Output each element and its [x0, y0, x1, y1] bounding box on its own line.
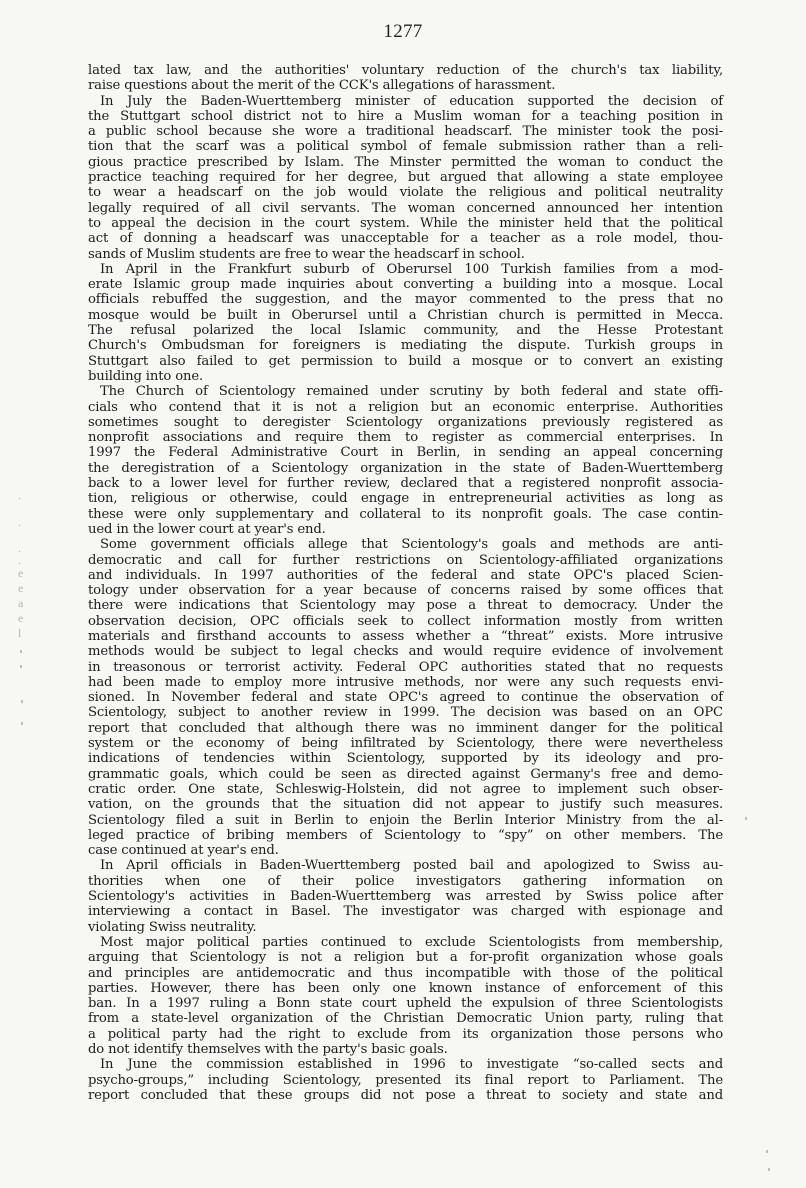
- text-line: gious practice prescribed by Islam. The Minster permitted the woman to conduct the: [88, 154, 723, 170]
- text-line: sands of Muslim students are free to wear the headscarf in school.: [88, 246, 525, 262]
- text-line: erate Islamic group made inquiries about converting a building into a mosque. Local: [88, 277, 723, 293]
- paragraph: [88, 384, 723, 537]
- text-line: vation, on the grounds that the situation did not appear to justify such measures.: [88, 797, 723, 813]
- body-text: [88, 63, 723, 1103]
- text-line: a public school because she wore a traditional headscarf. The minister took the posi-: [88, 124, 723, 140]
- text-line: Some government officials allege that Scientology's goals and methods are anti-: [100, 537, 723, 553]
- scan-bleed-mark: e: [18, 611, 24, 625]
- text-line: Stuttgart also failed to get permission to build a mosque or to convert an existing: [88, 353, 723, 369]
- text-line: these were only supplementary and collateral to its nonprofit goals. The case contin-: [88, 506, 723, 522]
- text-line: in treasonous or terrorist activity. Federal OPC authorities stated that no requests: [88, 659, 723, 675]
- paragraph: [88, 94, 723, 262]
- text-line: from a state-level organization of the Christian Democratic Union party, ruling that: [88, 1011, 723, 1027]
- paragraph: [88, 537, 723, 858]
- text-line: to wear a headscarf on the job would violate the religious and political neutrality: [88, 185, 723, 201]
- scan-bleed-mark: .: [18, 488, 21, 502]
- paragraph: [88, 63, 723, 94]
- text-line: do not identify themselves with the party's basic goals.: [88, 1042, 448, 1057]
- text-line: methods would be subject to legal checks and would require evidence of involvement: [88, 644, 723, 660]
- text-line: In June the commission established in 1996 to investigate “so-called sects and: [100, 1057, 723, 1073]
- scan-bleed-mark: a: [18, 596, 24, 610]
- text-line: cials who contend that it is not a religion but an economic enterprise. Authorities: [88, 399, 723, 415]
- text-line: sometimes sought to deregister Scientology organizations previously registered as: [88, 414, 723, 430]
- text-line: violating Swiss neutrality.: [88, 919, 257, 935]
- scan-bleed-mark: e: [18, 566, 24, 580]
- text-line: In July the Baden-Wuerttemberg minister of education supported the decision of: [100, 93, 723, 109]
- text-line: building into one.: [88, 368, 204, 384]
- text-line: The Church of Scientology remained under scrutiny by both federal and state offi-: [100, 384, 723, 400]
- scan-speck: [768, 1168, 770, 1171]
- scan-bleed-mark: .: [18, 515, 21, 529]
- text-line: In April in the Frankfurt suburb of Oberursel 100 Turkish families from a mod-: [100, 261, 723, 277]
- text-line: The refusal polarized the local Islamic community, and the Hesse Protestant: [88, 323, 723, 339]
- text-line: interviewing a contact in Basel. The investigator was charged with espionage and: [88, 904, 723, 920]
- text-line: and individuals. In 1997 authorities of the federal and state OPC's placed Scien-: [88, 567, 723, 583]
- text-line: case continued at year's end.: [88, 843, 279, 859]
- text-line: tion that the scarf was a political symbol of female submission rather than a reli-: [88, 139, 723, 155]
- text-line: system or the economy of being infiltrated by Scientology, there were nevertheless: [88, 736, 723, 752]
- text-line: 1997 the Federal Administrative Court in Berlin, in sending an appeal concerning: [88, 445, 723, 461]
- text-line: tology under observation for a year because of concerns raised by some offices that: [88, 583, 723, 599]
- text-line: ued in the lower court at year's end.: [88, 521, 326, 537]
- text-line: observation decision, OPC officials seek to collect information mostly from written: [88, 613, 723, 629]
- text-line: had been made to employ more intrusive methods, nor were any such requests envi-: [88, 674, 723, 690]
- page-number: 1277: [383, 21, 423, 42]
- scan-bleed-mark: e: [18, 581, 24, 595]
- text-line: Scientology, subject to another review in 1999. The decision was based on an OPC: [88, 705, 723, 721]
- text-line: Most major political parties continued to exclude Scientologists from membership,: [100, 934, 723, 950]
- text-line: officials rebuffed the suggestion, and the mayor commented to the press that no: [88, 292, 723, 308]
- text-line: Scientology's activities in Baden-Wuerttemberg was arrested by Swiss police after: [88, 889, 723, 905]
- paragraph: [88, 262, 723, 384]
- scan-speck: [20, 650, 22, 653]
- text-line: to appeal the decision in the court system. While the minister held that the political: [88, 215, 723, 231]
- scan-speck: [21, 722, 23, 725]
- text-line: cratic order. One state, Schleswig-Holstein, did not agree to implement such obser-: [88, 781, 723, 797]
- paragraph: [88, 858, 723, 934]
- text-line: a political party had the right to exclude from its organization those persons who: [88, 1026, 723, 1042]
- text-line: materials and firsthand accounts to assess whether a “threat” exists. More intrusive: [88, 628, 723, 644]
- text-line: indications of tendencies within Scientology, supported by its ideology and pro-: [88, 751, 723, 767]
- text-line: leged practice of bribing members of Scientology to “spy” on other members. The: [88, 827, 723, 843]
- text-line: tion, religious or otherwise, could engage in entrepreneurial activities as long as: [88, 491, 723, 507]
- text-line: democratic and call for further restrictions on Scientology-affiliated organizations: [88, 552, 723, 568]
- text-line: Church's Ombudsman for foreigners is mediating the dispute. Turkish groups in: [88, 338, 723, 354]
- scan-speck: [20, 665, 22, 668]
- paragraph: [88, 1057, 723, 1103]
- text-line: and principles are antidemocratic and thus incompatible with those of the political: [88, 965, 723, 981]
- text-line: raise questions about the merit of the CCK's allegations of harassment.: [88, 78, 556, 94]
- scan-speck: [745, 817, 747, 820]
- text-line: practice teaching required for her degree, but argued that allowing a state employee: [88, 170, 723, 186]
- scan-speck: [21, 700, 23, 703]
- text-line: psycho-groups,” including Scientology, presented its final report to Parliament. The: [88, 1072, 723, 1088]
- text-line: the Stuttgart school district not to hire a Muslim woman for a teaching position in: [88, 108, 723, 124]
- text-line: back to a lower level for further review, declared that a registered nonprofit associa-: [88, 476, 723, 492]
- text-line: arguing that Scientology is not a religion but a for-profit organization whose goals: [88, 950, 723, 966]
- scan-bleed-mark: .: [18, 553, 21, 567]
- text-line: lated tax law, and the authorities' voluntary reduction of the church's tax liability,: [88, 63, 723, 78]
- text-line: thorities when one of their police investigators gathering information on: [88, 873, 723, 889]
- text-line: report concluded that these groups did not pose a threat to society and state and: [88, 1087, 723, 1103]
- text-line: parties. However, there has been only one known instance of enforcement of this: [88, 980, 723, 996]
- scan-speck: [766, 1150, 768, 1153]
- text-line: Scientology filed a suit in Berlin to enjoin the Berlin Interior Ministry from the al-: [88, 812, 723, 828]
- text-line: the deregistration of a Scientology organization in the state of Baden-Wuerttemberg: [88, 460, 723, 476]
- text-line: ban. In a 1997 ruling a Bonn state court upheld the expulsion of three Scientologists: [88, 996, 723, 1012]
- text-line: report that concluded that although there was no imminent danger for the political: [88, 720, 723, 736]
- text-line: nonprofit associations and require them to register as commercial enterprises. In: [88, 430, 723, 446]
- text-line: legally required of all civil servants. The woman concerned announced her intention: [88, 200, 723, 216]
- scan-bleed-mark: l: [18, 626, 22, 640]
- text-line: act of donning a headscarf was unacceptable for a teacher as a role model, thou-: [88, 231, 723, 247]
- text-line: sioned. In November federal and state OPC's agreed to continue the observation of: [88, 690, 723, 706]
- paragraph: [88, 935, 723, 1057]
- text-line: there were indications that Scientology may pose a threat to democracy. Under the: [88, 598, 723, 614]
- text-line: grammatic goals, which could be seen as directed against Germany's free and demo-: [88, 766, 723, 782]
- text-line: mosque would be built in Oberursel until a Christian church is permitted in Mecca.: [88, 307, 723, 323]
- text-line: In April officials in Baden-Wuerttemberg posted bail and apologized to Swiss au-: [100, 858, 723, 874]
- scan-bleed-mark: .: [18, 541, 21, 555]
